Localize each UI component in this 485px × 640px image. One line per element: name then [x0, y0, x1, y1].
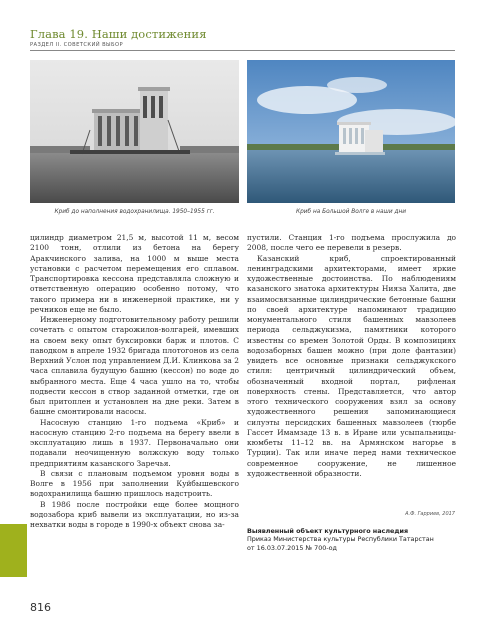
paragraph: пустили. Станция 1-го подъема прослужила до 2008, после чего ее перевели в резерв. [247, 233, 456, 253]
heritage-date: от 16.03.07.2015 № 700-од [247, 543, 337, 552]
text-column-left [30, 233, 239, 530]
section-color-tab [0, 524, 27, 577]
modern-photo-image [247, 60, 455, 203]
caption-modern: Криб на Большой Волге в наши дни [295, 209, 407, 215]
text-column-right [247, 233, 456, 479]
author-signature: А.Ф. Гарриев, 2017 [405, 511, 455, 517]
paragraph: цилиндр диаметром 21,5 м, высотой 11 м, весом 2100 тонн, отлили из бетона на берегу Аракчинского залива, на 1000 м выше места установки с расчетом перемещения его сплавом. Транспортировка кессона представляла сложную и ответственную операцию особенно потому, что такого примера ни в инженерной практике, ни у речников еще не было. [30, 233, 239, 314]
paragraph: В 1986 после постройки еще более мощного водозабора криб вывели из эксплуатации, но из-за нехватки воды в городе в 1990-х объект снова за- [30, 499, 239, 529]
heritage-note [247, 527, 455, 552]
paragraph: В связи с плановым подъемом уровня воды в Волге в 1956 при заполнении Куйбышевского водохранилища башню пришлось надстроить. [30, 468, 239, 499]
paragraph: Инженерному подготовительному работу решили сочетать с опытом старожилов-волгарей, имевших на своем веку опыт буксировки барж и плотов. С паводком в апреле 1932 бригада плотогонов из села Верхний Услон под управлением Д.И. Клинкова за 2 часа сплавила будущую башню (кессон) по воде до выбранного места. Еще 4 часа ушло на то, чтобы подвести кессон в створ заданной отметки, где он был притоплен и установлен на дне реки. Затем в башне смонтировали насосы. [30, 315, 239, 417]
paragraph: Казанский криб, спроектированный ленинградскими архитекторами, имеет яркие художественные достоинства. По наблюдениям казанского знатока архитектуры Нияза Халита, две взаимосвязанные цилиндрические бетонные башни по своей архитектуре напоминают традицию монументального стиля башенных мавзолеев периода сельджукизма, памятники которого известны со времен Золотой Орды. В композициях водозаборных башен можно (при доле фантазии) увидеть все основные признаки сельджукского стиля: центричный цилиндрический объем, обозначенный входной портал, рифленая поверхность стены. Представляется, что автор этого технического сооружения взял за основу художественного решения запоминающиеся силуэты персидских башенных мавзолеев (тюрбе Гассет Имамзаде 13 в. в Иране или усыпальницы-кюмбеты 11–12 вв. на Армянском нагорье в Турции). Так или иначе перед нами техническое современное сооружение, не лишенное художественной образности. [247, 253, 456, 478]
historic-photo-image [30, 60, 239, 203]
chapter-label: Глава 19. [30, 27, 88, 41]
caption-historic: Криб до наполнения водохранилища. 1950–1955 гг. [54, 209, 215, 215]
header-divider [30, 50, 455, 51]
chapter-name: Наши достижения [91, 27, 207, 41]
paragraph: Насосную станцию 1-го подъема «Криб» и насосную станцию 2-го подъема на берегу ввели в эксплуатацию лишь в 1937. Первоначально они подавали неочищенную волжскую воду только предприятиям казанского Заречья. [30, 417, 239, 468]
photo-modern-crib [247, 60, 455, 203]
photo-historic-crib [30, 60, 239, 203]
heritage-order: Приказ Министерства культуры Республики Татарстан [247, 535, 434, 544]
section-label: РАЗДЕЛ II. СОВЕТСКИЙ ВЫБОР [30, 42, 123, 48]
heritage-title: Выявленный объект культурного наследия [247, 527, 409, 535]
chapter-title [30, 27, 455, 41]
page-header [30, 27, 455, 48]
page-number: 816 [30, 601, 51, 614]
